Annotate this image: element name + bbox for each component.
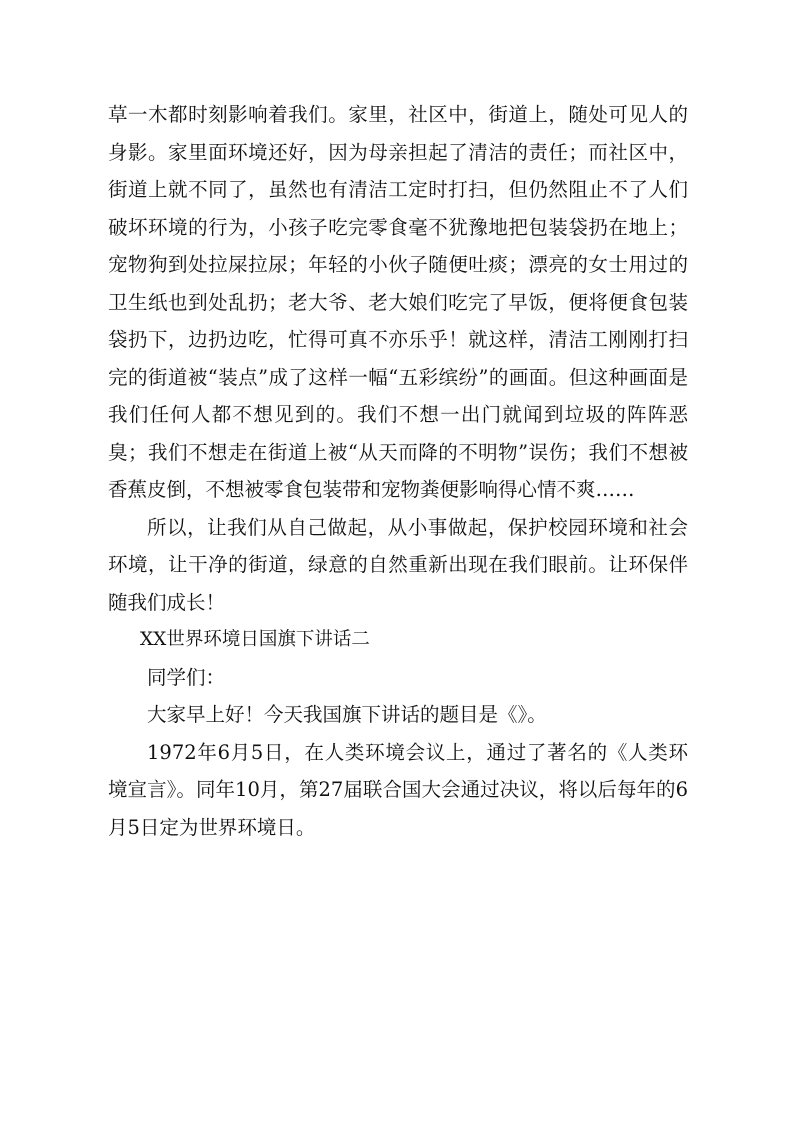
paragraph-2: 所以，让我们从自己做起，从小事做起，保护校园环境和社会环境，让干净的街道，绿意的自然重新出现在我们眼前。让环保伴随我们成长！ bbox=[108, 515, 688, 614]
section-heading: XX世界环境日国旗下讲话二 bbox=[140, 629, 370, 650]
paragraph-3: 同学们： bbox=[147, 665, 226, 689]
paragraph-4: 大家早上好！今天我国旗下讲话的题目是《》。 bbox=[147, 703, 547, 726]
document-page bbox=[108, 96, 688, 846]
paragraph-1: 草一木都时刻影响着我们。家里，社区中，街道上，随处可见人的身影。家里面环境还好，因为母亲担起了清洁的责任；而社区中，街道上就不同了，虽然也有清洁工定时打扫，但仍然阻止不了人们破坏环境的行为，小孩子吃完零食毫不犹豫地把包装袋扔在地上；宠物狗到处拉屎拉尿；年轻的小伙子随便吐痰；漂亮的女士用过的卫生纸也到处乱扔；老大爷、老大娘们吃完了早饭，便将便食包装袋扔下，边扔边吃，忙得可真不亦乐乎！就这样，清洁工刚刚打扫完的街道被“装点”成了这样一幅“五彩缤纷”的画面。但这种画面是我们任何人都不想见到的。我们不想一出门就闻到垃圾的阵阵恶臭；我们不想走在街道上被“从天而降的不明物”误伤；我们不想被香蕉皮倒，不想被零食包装带和宠物粪便影响得心情不爽…… bbox=[108, 103, 688, 501]
paragraph-5: 1972年6月5日，在人类环境会议上，通过了著名的《人类环境宣言》。同年10月，第27届联合国大会通过决议，将以后每年的6月5日定为世界环境日。 bbox=[108, 740, 688, 839]
